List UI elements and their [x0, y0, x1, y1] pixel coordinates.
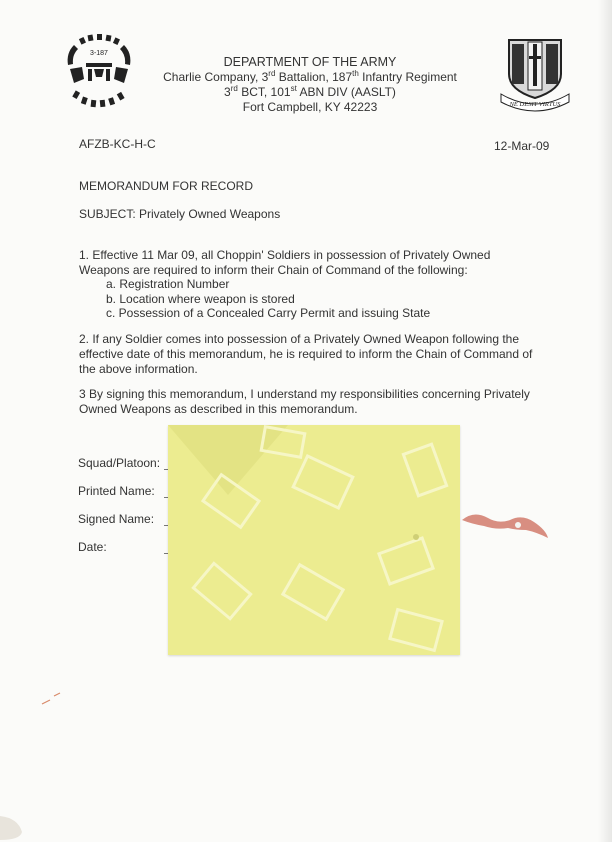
list-item: b. Location where weapon is stored	[106, 291, 295, 306]
crest-motto: NE DESIT VIRTUS	[509, 101, 561, 108]
address-line: Fort Campbell, KY 42223	[242, 100, 378, 114]
division-line: 3rd BCT, 101st ABN DIV (AASLT)	[224, 84, 396, 99]
list-item: c. Possession of a Concealed Carry Permit and issuing State	[106, 306, 431, 320]
paragraph-1-list	[106, 277, 430, 321]
svg-text:3-187: 3-187	[90, 50, 108, 57]
paragraph-1: 1. Effective 11 Mar 09, all Choppin' Soldiers in possession of Privately Owned Weapons are required to inform their Chain of Command of the following:	[79, 248, 491, 277]
memo-date: 12-Mar-09	[494, 139, 550, 153]
signed-name-label: Signed Name:	[78, 512, 155, 526]
unit-line: Charlie Company, 3rd Battalion, 187th Infantry Regiment	[163, 69, 457, 84]
letterhead	[150, 55, 470, 115]
date-label: Date:	[78, 540, 107, 554]
memo-subject: SUBJECT: Privately Owned Weapons	[79, 207, 281, 221]
page-edge-shadow	[598, 0, 612, 842]
company-logo	[60, 33, 138, 111]
sticky-note	[168, 425, 460, 655]
list-item: a. Registration Number	[106, 277, 230, 291]
paragraph-3: 3 By signing this memorandum, I understand my responsibilities concerning Privately Owned Weapons as described in this memorandum.	[79, 387, 530, 416]
department-title: DEPARTMENT OF THE ARMY	[223, 55, 397, 69]
ink-stain	[460, 500, 552, 544]
regiment-crest	[497, 36, 573, 112]
sticky-note-print	[168, 425, 460, 655]
printed-name-label: Printed Name:	[78, 484, 155, 498]
corner-smudge	[0, 810, 40, 842]
scan-mark	[40, 690, 70, 710]
paragraph-2: 2. If any Soldier comes into possession of a Privately Owned Weapon following the effective date of this memorandum, he is required to inform the Chain of Command of the above information.	[79, 332, 533, 376]
squad-platoon-label: Squad/Platoon:	[78, 456, 161, 470]
memo-title: MEMORANDUM FOR RECORD	[79, 179, 253, 193]
office-symbol: AFZB-KC-H-C	[79, 137, 156, 151]
